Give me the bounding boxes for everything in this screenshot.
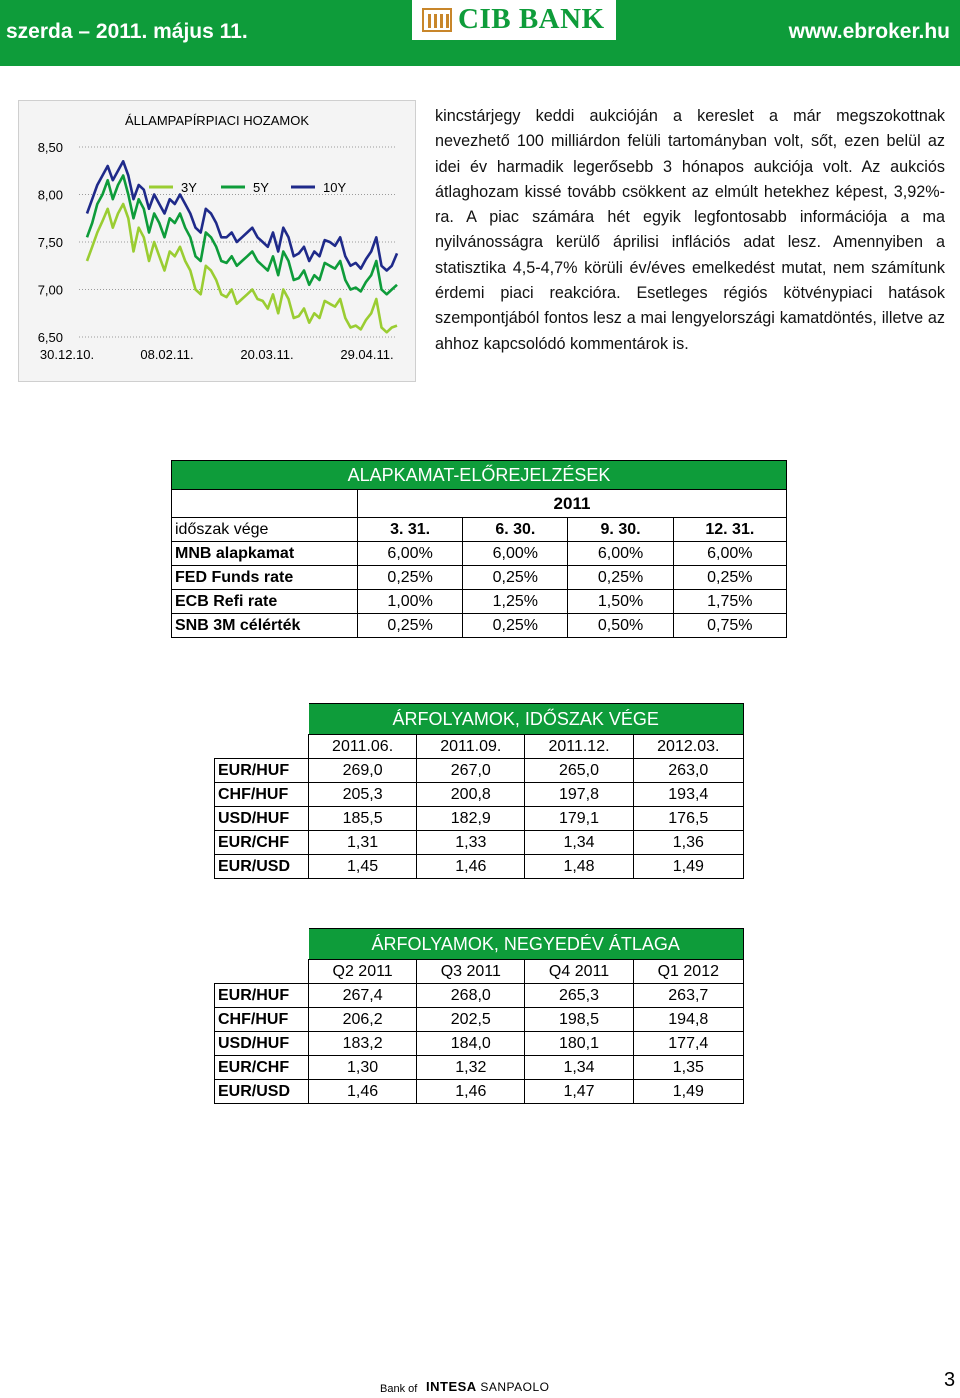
yield-chart (19, 101, 415, 381)
table-cell: 268,0 (417, 984, 525, 1008)
table-cell: 1,34 (525, 831, 633, 855)
row-label: ECB Refi rate (172, 590, 358, 614)
page-header (0, 0, 960, 66)
row-label: CHF/HUF (215, 1008, 309, 1032)
table-cell: 0,25% (358, 566, 463, 590)
y-tick-label: 8,00 (37, 187, 63, 203)
table-cell: 1,50% (568, 590, 673, 614)
table-cell: 1,00% (358, 590, 463, 614)
table-cell: 1,32 (417, 1056, 525, 1080)
table-title: ÁRFOLYAMOK, NEGYEDÉV ÁTLAGA (309, 929, 744, 960)
column-header: 2011.06. (309, 735, 417, 759)
table-cell: 0,25% (673, 566, 786, 590)
table-cell: 1,45 (309, 855, 417, 879)
table-cell: 176,5 (633, 807, 743, 831)
brand-name: CIB BANK (458, 3, 605, 35)
table-cell: 180,1 (525, 1032, 633, 1056)
intesa-sanpaolo-logo (426, 1379, 549, 1394)
cib-logo (412, 0, 616, 40)
y-tick-label: 7,50 (37, 235, 63, 250)
table-cell: 263,7 (633, 984, 743, 1008)
table-cell: 179,1 (525, 807, 633, 831)
table-cell: 1,30 (309, 1056, 417, 1080)
table-cell: 1,25% (463, 590, 568, 614)
table-cell: 185,5 (309, 807, 417, 831)
blank-cell (215, 704, 309, 735)
column-header: 2012.03. (633, 735, 743, 759)
row-label: CHF/HUF (215, 783, 309, 807)
row-label: EUR/CHF (215, 831, 309, 855)
table-cell: 200,8 (417, 783, 525, 807)
table-row (215, 1080, 744, 1104)
table-cell: 265,0 (525, 759, 633, 783)
table-cell: 265,3 (525, 984, 633, 1008)
table-cell: 1,46 (417, 1080, 525, 1104)
blank-cell (215, 929, 309, 960)
bank-building-icon (422, 6, 452, 32)
table-cell: 177,4 (633, 1032, 743, 1056)
column-header: 12. 31. (673, 518, 786, 542)
table-cell: 0,25% (568, 566, 673, 590)
column-header: Q4 2011 (525, 960, 633, 984)
table-row (215, 1008, 744, 1032)
header-url[interactable]: www.ebroker.hu (788, 20, 950, 43)
table-cell: 1,33 (417, 831, 525, 855)
column-header: Q1 2012 (633, 960, 743, 984)
table-cell: 0,25% (463, 566, 568, 590)
table-cell: 1,48 (525, 855, 633, 879)
table-cell: 194,8 (633, 1008, 743, 1032)
table-cell: 269,0 (309, 759, 417, 783)
row-label: EUR/HUF (215, 759, 309, 783)
table-title: ÁRFOLYAMOK, IDŐSZAK VÉGE (309, 704, 744, 735)
footer-bank-of: Bank of (380, 1383, 418, 1395)
blank-cell (172, 490, 358, 518)
table-title: ALAPKAMAT-ELŐREJELZÉSEK (172, 461, 787, 490)
table-cell: 1,49 (633, 855, 743, 879)
table-cell: 1,46 (309, 1080, 417, 1104)
table-cell: 202,5 (417, 1008, 525, 1032)
y-tick-label: 7,00 (37, 282, 63, 298)
table-row (215, 831, 744, 855)
table-row (215, 1056, 744, 1080)
series-line-3Y (87, 204, 397, 332)
legend-label: 3Y (181, 180, 197, 195)
row-label: EUR/HUF (215, 984, 309, 1008)
table-cell: 1,35 (633, 1056, 743, 1080)
column-header: 3. 31. (358, 518, 463, 542)
column-header: 6. 30. (463, 518, 568, 542)
header-date: szerda – 2011. május 11. (6, 20, 248, 43)
table-cell: 1,36 (633, 831, 743, 855)
table-cell: 1,31 (309, 831, 417, 855)
y-tick-label: 6,50 (37, 330, 63, 345)
table-row (215, 759, 744, 783)
row-label: USD/HUF (215, 1032, 309, 1056)
table-cell: 1,75% (673, 590, 786, 614)
table-cell: 267,4 (309, 984, 417, 1008)
fx-period-end-table (214, 703, 744, 879)
table-cell: 6,00% (358, 542, 463, 566)
table-row (172, 590, 787, 614)
table-cell: 0,50% (568, 614, 673, 638)
table-row (215, 783, 744, 807)
table-cell: 1,46 (417, 855, 525, 879)
x-tick-label: 29.04.11. (340, 347, 394, 362)
chart-title: ÁLLAMPAPÍRPIACI HOZAMOK (125, 113, 309, 128)
blank-cell (215, 735, 309, 759)
fx-quarterly-average-table (214, 928, 744, 1104)
row-label: MNB alapkamat (172, 542, 358, 566)
table-row (172, 614, 787, 638)
table-row (215, 807, 744, 831)
table-cell: 182,9 (417, 807, 525, 831)
row-label: SNB 3M célérték (172, 614, 358, 638)
sanpaolo-text: SANPAOLO (480, 1380, 550, 1394)
column-header: 9. 30. (568, 518, 673, 542)
column-header: 2011.12. (525, 735, 633, 759)
table-row (172, 542, 787, 566)
row-label: USD/HUF (215, 807, 309, 831)
row-label: EUR/USD (215, 855, 309, 879)
intesa-text: INTESA (426, 1379, 477, 1394)
period-label: időszak vége (172, 518, 358, 542)
table-row (215, 1032, 744, 1056)
table-cell: 1,34 (525, 1056, 633, 1080)
table-cell: 206,2 (309, 1008, 417, 1032)
x-tick-label: 30.12.10. (39, 347, 95, 362)
x-tick-label: 20.03.11. (240, 347, 294, 362)
commentary-text: kincstárjegy keddi aukcióján a kereslet a már megszokottnak nevezhető 100 milliárdon felüli tartományban volt, sőt, ezen belül az idei év harmadik legerősebb 3 hónapos aukciója volt. Az aukciós átlaghozam kissé tovább csökkent az elmúlt hetekhez képest, 3,92%-ra. A piac számára hét egyik legfontosabb információja a ma nyilvánosságra kerülő áprilisi inflációs adat lesz. Amennyiben a statisztika 4,5-4,7% körüli év/éves emelkedést mutat, nem számítunk érdemi piaci reakcióra. Esetleges régiós kötvénypiaci hatások szempontjából fontos lesz a mai lengyelországi kamatdöntés, illetve az ahhoz kapcsolódó kommentárok is. (435, 107, 945, 353)
row-label: EUR/USD (215, 1080, 309, 1104)
page-number: 3 (944, 1369, 956, 1391)
year-header: 2011 (358, 490, 787, 518)
table-cell: 6,00% (568, 542, 673, 566)
table-row (215, 855, 744, 879)
table-row (215, 984, 744, 1008)
table-cell: 6,00% (463, 542, 568, 566)
table-cell: 198,5 (525, 1008, 633, 1032)
table-cell: 197,8 (525, 783, 633, 807)
table-cell: 193,4 (633, 783, 743, 807)
table-cell: 183,2 (309, 1032, 417, 1056)
column-header: 2011.09. (417, 735, 525, 759)
table-cell: 184,0 (417, 1032, 525, 1056)
row-label: EUR/CHF (215, 1056, 309, 1080)
x-tick-label: 08.02.11. (140, 347, 194, 362)
table-cell: 205,3 (309, 783, 417, 807)
legend-label: 10Y (323, 180, 347, 195)
table-cell: 1,49 (633, 1080, 743, 1104)
table-cell: 6,00% (673, 542, 786, 566)
table-cell: 267,0 (417, 759, 525, 783)
column-header: Q2 2011 (309, 960, 417, 984)
legend-label: 5Y (253, 180, 269, 195)
table-cell: 0,25% (463, 614, 568, 638)
table-cell: 1,47 (525, 1080, 633, 1104)
table-cell: 0,25% (358, 614, 463, 638)
y-tick-label: 8,50 (37, 140, 63, 155)
table-cell: 0,75% (673, 614, 786, 638)
row-label: FED Funds rate (172, 566, 358, 590)
blank-cell (215, 960, 309, 984)
table-row (172, 566, 787, 590)
rate-forecast-table (171, 460, 787, 638)
yield-chart-panel (18, 100, 416, 382)
column-header: Q3 2011 (417, 960, 525, 984)
table-cell: 263,0 (633, 759, 743, 783)
